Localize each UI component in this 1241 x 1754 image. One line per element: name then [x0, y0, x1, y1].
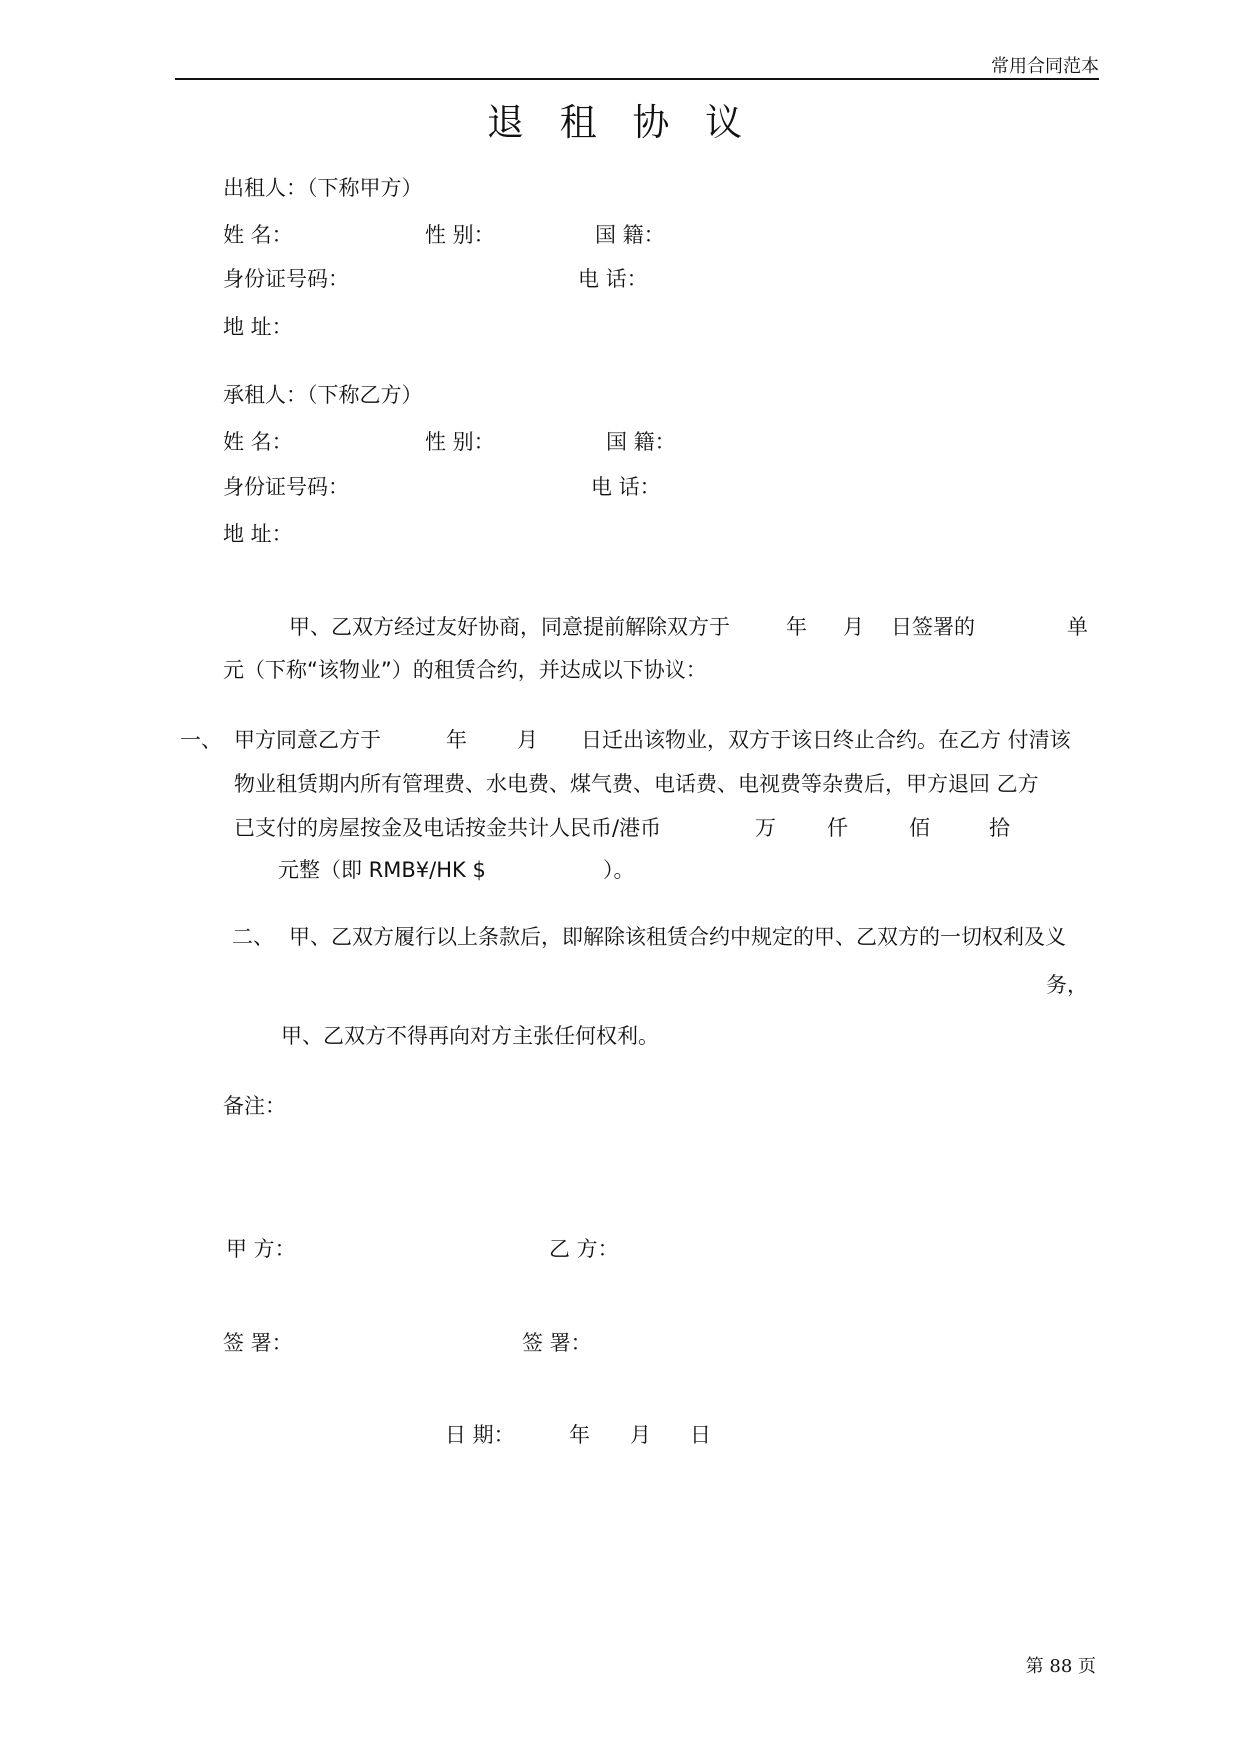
clause1-line3-text: 已支付的房屋按金及电话按金共计人民币/港币	[234, 816, 662, 840]
tenant-address-label: 地 址：	[223, 522, 293, 546]
clause1-number: 一、	[180, 728, 222, 752]
tenant-gender-label: 性 别：	[425, 430, 495, 454]
intro-line1-year: 年	[786, 615, 807, 639]
date-month: 月	[630, 1423, 651, 1447]
clause2-line1-text: 甲、乙双方履行以上条款后，即解除该租赁合约中规定的甲、乙双方的一切权利及义	[289, 925, 1066, 949]
clause1-amount-wan: 万	[755, 816, 776, 840]
clause1-amount-shi: 拾	[989, 816, 1010, 840]
landlord-phone-label: 电 话：	[578, 267, 648, 291]
clause1-line1-year: 年	[446, 728, 467, 752]
clause2-number: 二、	[232, 925, 274, 949]
party-b-label: 乙 方：	[549, 1237, 619, 1261]
clause1-amount-bai: 佰	[909, 816, 930, 840]
clause2-line2-text: 务，	[1046, 973, 1088, 997]
clause1-line4-text: 元整（即 RMB¥/HK $	[278, 858, 486, 882]
clause1-line1-text-cont: 日迁出该物业，双方于该日终止合约。在乙方 付清该	[581, 728, 1071, 752]
tenant-phone-label: 电 话：	[591, 475, 661, 499]
intro-line1-day: 日签署的	[891, 615, 975, 639]
tenant-name-label: 姓 名：	[223, 430, 293, 454]
intro-line1-month: 月	[843, 615, 864, 639]
landlord-nationality-label: 国 籍：	[595, 223, 665, 247]
signature-b-label: 签 署：	[522, 1331, 592, 1355]
clause1-line1-text: 甲方同意乙方于	[234, 728, 381, 752]
intro-line1-text: 甲、乙双方经过友好协商，同意提前解除双方于	[289, 615, 730, 639]
date-day: 日	[690, 1423, 711, 1447]
tenant-heading: 承租人：（下称乙方）	[223, 383, 423, 407]
document-header-title: 常用合同范本	[991, 56, 1099, 77]
tenant-id-label: 身份证号码：	[223, 475, 349, 499]
party-a-label: 甲 方：	[226, 1237, 296, 1261]
page-number: 第 88 页	[1025, 1656, 1096, 1677]
clause1-amount-qian: 仟	[827, 816, 848, 840]
landlord-name-label: 姓 名：	[223, 223, 293, 247]
date-label: 日 期：	[445, 1423, 515, 1447]
intro-line2-text: 元（下称“该物业”）的租赁合约，并达成以下协议：	[223, 658, 707, 682]
document-title: 退 租 协 议	[486, 101, 755, 144]
clause1-line2-text: 物业租赁期内所有管理费、水电费、煤气费、电话费、电视费等杂费后，甲方退回 乙方	[234, 772, 1039, 796]
landlord-heading: 出租人：（下称甲方）	[223, 176, 423, 200]
clause1-line1-month: 月	[517, 728, 538, 752]
date-year: 年	[569, 1423, 590, 1447]
landlord-address-label: 地 址：	[223, 315, 293, 339]
signature-a-label: 签 署：	[223, 1331, 293, 1355]
tenant-nationality-label: 国 籍：	[606, 430, 676, 454]
landlord-gender-label: 性 别：	[425, 223, 495, 247]
header-divider	[175, 78, 1099, 80]
clause1-line4-end: ）。	[603, 858, 635, 882]
remarks-label: 备注：	[223, 1094, 286, 1118]
landlord-id-label: 身份证号码：	[223, 267, 349, 291]
clause2-line3-text: 甲、乙双方不得再向对方主张任何权利。	[281, 1024, 659, 1048]
intro-line1-unit: 单	[1067, 615, 1088, 639]
